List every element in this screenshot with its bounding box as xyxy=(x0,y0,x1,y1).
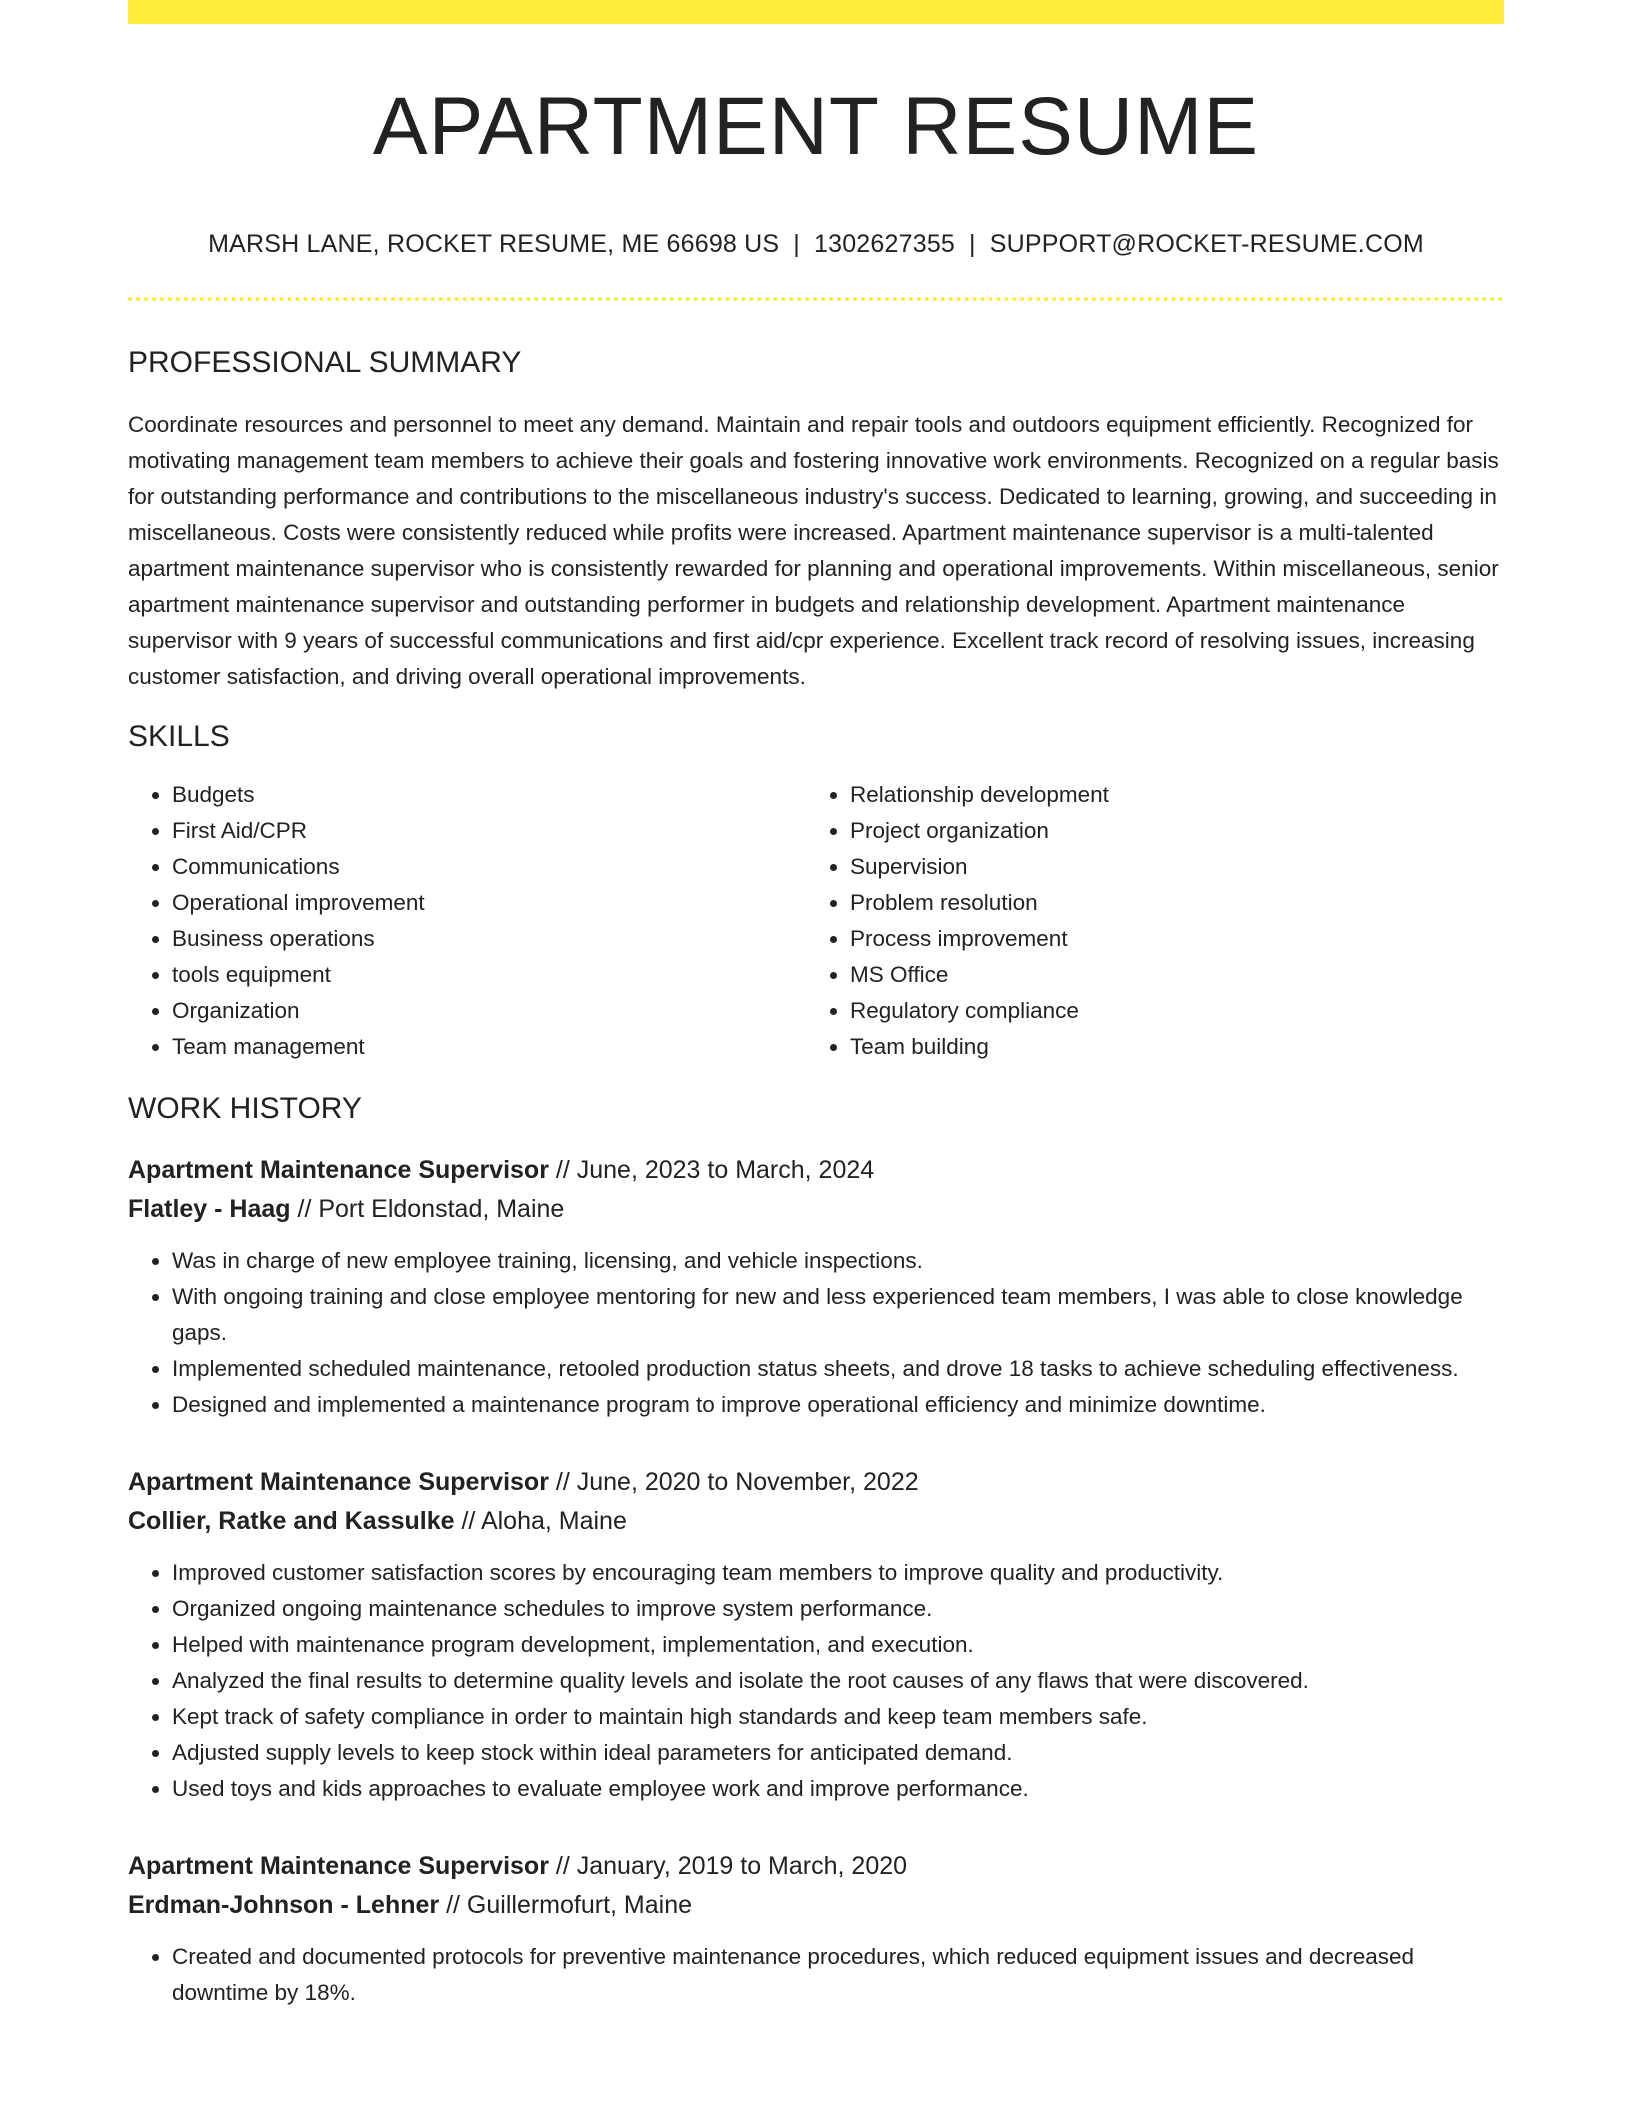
skill-item: • First Aid/CPR xyxy=(172,813,806,849)
job-bullet: • Used toys and kids approaches to evaluate employee work and improve performance. xyxy=(172,1771,1504,1807)
job-position: Apartment Maintenance Supervisor xyxy=(128,1468,549,1497)
job-bullet: • Improved customer satisfaction scores by encouraging team members to improve quality and productivity. xyxy=(172,1555,1504,1591)
job-bullet: • Organized ongoing maintenance schedules to improve system performance. xyxy=(172,1591,1504,1627)
resume-page xyxy=(128,0,1504,2011)
address-text: MARSH LANE, ROCKET RESUME, ME 66698 US xyxy=(208,230,780,259)
job-dates: // June, 2020 to November, 2022 xyxy=(555,1468,919,1497)
skill-item: • Communications xyxy=(172,849,806,885)
skill-item: • Team building xyxy=(850,1029,1484,1065)
job-position: Apartment Maintenance Supervisor xyxy=(128,1156,549,1185)
job-company-line xyxy=(128,1502,1504,1541)
job-position-line xyxy=(128,1151,1504,1190)
resume-title: APARTMENT RESUME xyxy=(372,81,1260,172)
skill-item: • Budgets xyxy=(172,777,806,813)
skills-column-left xyxy=(128,777,806,1065)
job-entry xyxy=(128,1463,1504,1807)
job-company: Flatley - Haag xyxy=(128,1195,291,1224)
job-position-line xyxy=(128,1847,1504,1886)
skill-item: • Operational improvement xyxy=(172,885,806,921)
job-bullet: • Was in charge of new employee training, licensing, and vehicle inspections. xyxy=(172,1243,1504,1279)
summary-heading: PROFESSIONAL SUMMARY xyxy=(128,346,522,380)
skill-item: • Organization xyxy=(172,993,806,1029)
job-position: Apartment Maintenance Supervisor xyxy=(128,1852,549,1881)
job-bullet: • Created and documented protocols for preventive maintenance procedures, which reduced equipment issues and decreased downtime by 18%. xyxy=(172,1939,1504,2011)
skill-item: • Process improvement xyxy=(850,921,1484,957)
job-entry xyxy=(128,1151,1504,1423)
accent-top-bar xyxy=(128,0,1504,24)
skills-list xyxy=(128,777,1504,1065)
job-dates: // January, 2019 to March, 2020 xyxy=(555,1852,908,1881)
dotted-divider xyxy=(128,297,1504,301)
job-bullet: • Implemented scheduled maintenance, retooled production status sheets, and drove 18 tasks to achieve scheduling effectiveness. xyxy=(172,1351,1504,1387)
job-bullet: • Designed and implemented a maintenance program to improve operational efficiency and minimize downtime. xyxy=(172,1387,1504,1423)
skill-item: • tools equipment xyxy=(172,957,806,993)
skill-item: • Supervision xyxy=(850,849,1484,885)
skills-heading: SKILLS xyxy=(128,720,230,754)
summary-paragraph: Coordinate resources and personnel to meet any demand. Maintain and repair tools and outdoors equipment efficiently. Recognized for motivating management team members to achieve their goals and fostering innovative work environments. Recognized on a regular basis for outstanding performance and contributions to the miscellaneous industry's success. Dedicated to learning, growing, and succeeding in miscellaneous. Costs were consistently reduced while profits were increased. Apartment maintenance supervisor is a multi-talented apartment maintenance supervisor who is consistently rewarded for planning and operational improvements. Within miscellaneous, senior apartment maintenance supervisor and outstanding performer in budgets and relationship development. Apartment maintenance supervisor with 9 years of successful communications and first aid/cpr experience. Excellent track record of resolving issues, increasing customer satisfaction, and driving overall operational improvements. xyxy=(128,412,1499,690)
phone-text: 1302627355 xyxy=(814,230,956,259)
job-bullet: • With ongoing training and close employee mentoring for new and less experienced team members, I was able to close knowledge gaps. xyxy=(172,1279,1504,1351)
contact-line xyxy=(128,230,1504,259)
skill-item: • Business operations xyxy=(172,921,806,957)
skill-item: • Problem resolution xyxy=(850,885,1484,921)
work-history-heading: WORK HISTORY xyxy=(128,1092,362,1126)
skill-item: • Relationship development xyxy=(850,777,1484,813)
job-bullet: • Helped with maintenance program development, implementation, and execution. xyxy=(172,1627,1504,1663)
job-location: // Port Eldonstad, Maine xyxy=(297,1195,565,1224)
job-company: Collier, Ratke and Kassulke xyxy=(128,1507,455,1536)
job-bullet: • Analyzed the final results to determine quality levels and isolate the root causes of any flaws that were discovered. xyxy=(172,1663,1504,1699)
skills-column-right xyxy=(806,777,1484,1065)
skill-item: • MS Office xyxy=(850,957,1484,993)
contact-separator: | xyxy=(969,230,976,259)
job-position-line xyxy=(128,1463,1504,1502)
contact-separator: | xyxy=(793,230,800,259)
job-company-line xyxy=(128,1190,1504,1229)
job-entry xyxy=(128,1847,1504,2011)
job-location: // Guillermofurt, Maine xyxy=(446,1891,693,1920)
skill-item: • Regulatory compliance xyxy=(850,993,1484,1029)
job-company: Erdman-Johnson - Lehner xyxy=(128,1891,440,1920)
skill-item: • Project organization xyxy=(850,813,1484,849)
job-bullets xyxy=(128,1939,1504,2011)
job-location: // Aloha, Maine xyxy=(461,1507,627,1536)
email-text: SUPPORT@ROCKET-RESUME.COM xyxy=(989,230,1424,259)
job-dates: // June, 2023 to March, 2024 xyxy=(555,1156,875,1185)
skill-item: • Team management xyxy=(172,1029,806,1065)
job-bullets xyxy=(128,1555,1504,1807)
job-bullet: • Adjusted supply levels to keep stock within ideal parameters for anticipated demand. xyxy=(172,1735,1504,1771)
job-company-line xyxy=(128,1886,1504,1925)
job-bullet: • Kept track of safety compliance in order to maintain high standards and keep team members safe. xyxy=(172,1699,1504,1735)
job-bullets xyxy=(128,1243,1504,1423)
